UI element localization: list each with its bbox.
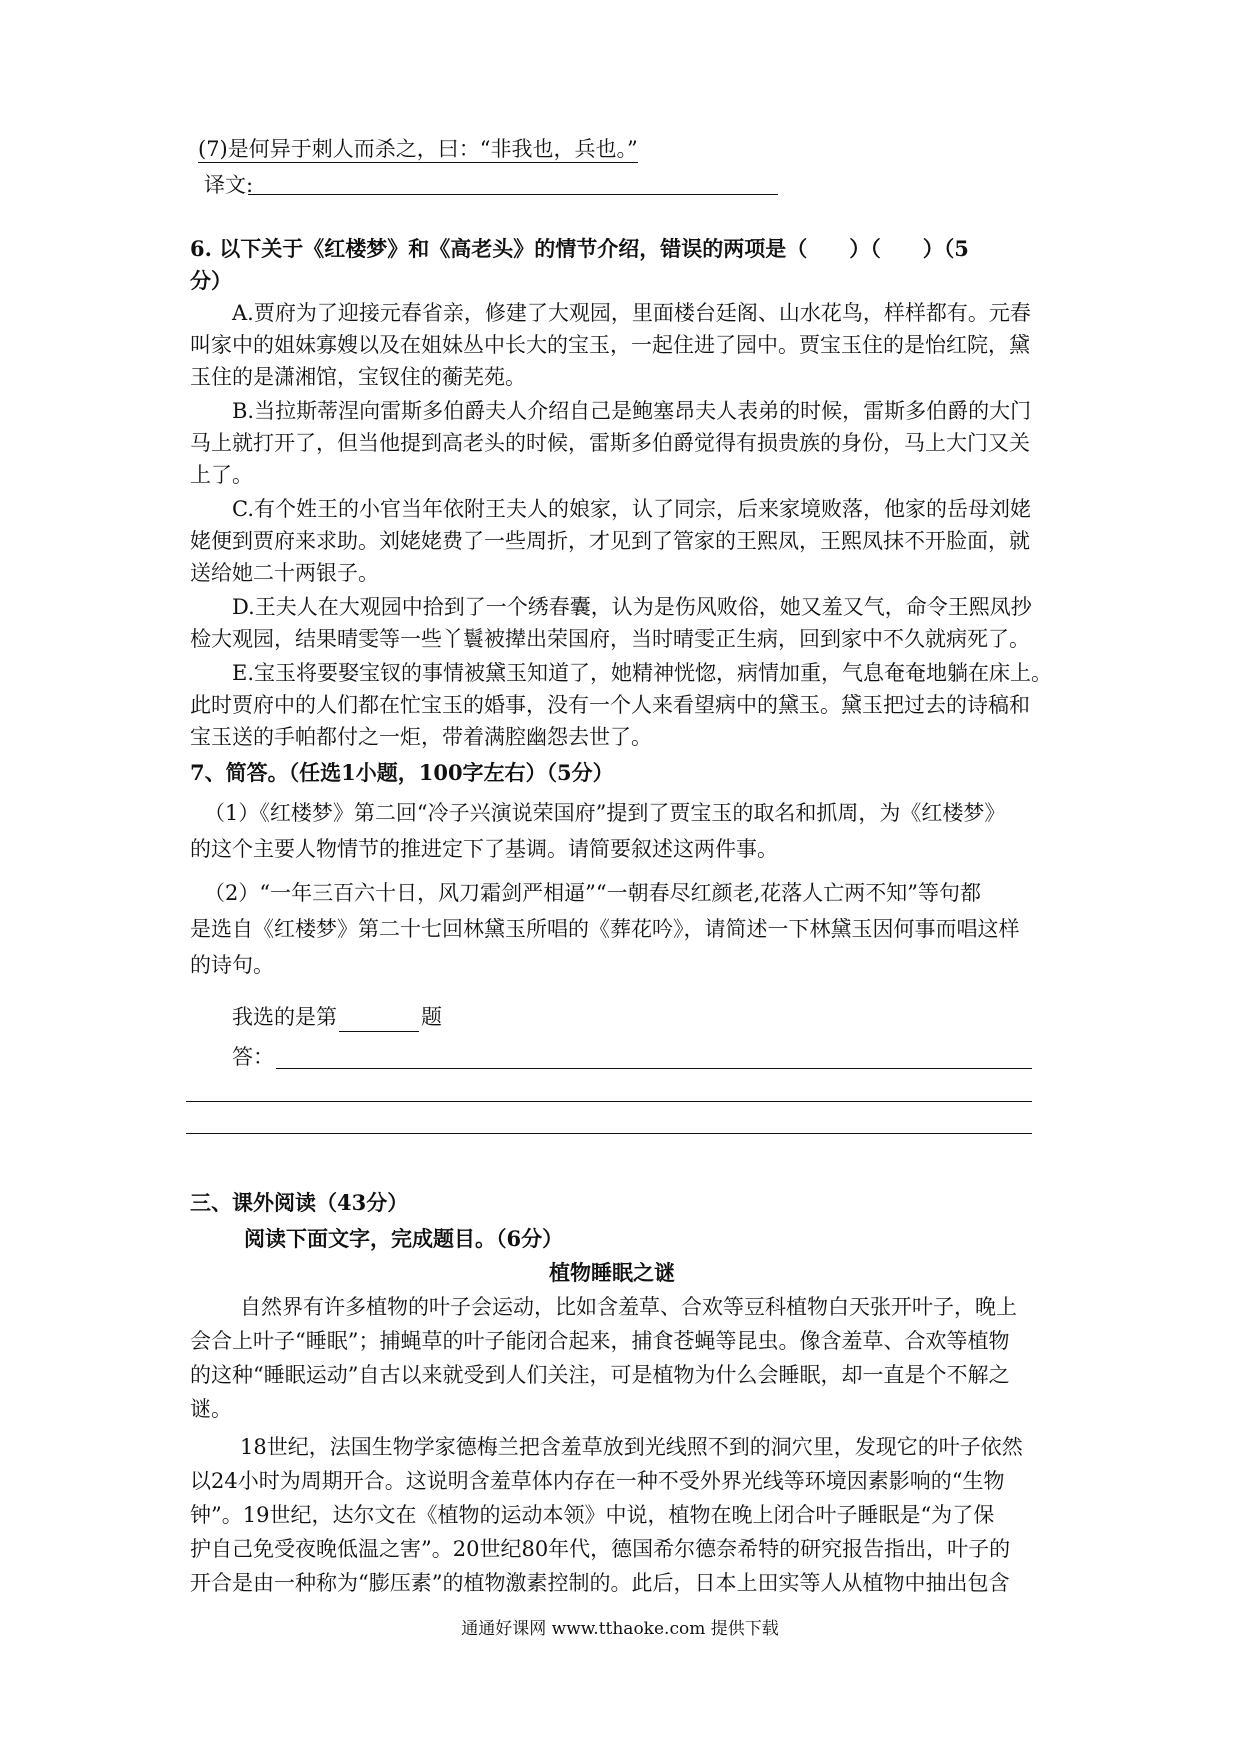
answer-line-3[interactable] [186, 1133, 1032, 1134]
translation-answer-line[interactable] [248, 194, 778, 195]
q7-item-2-line-3: 的诗句。 [190, 953, 274, 977]
classical-sentence: (7)是何异于刺人而杀之，曰：“非我也，兵也。” [198, 137, 638, 161]
article-para-1-line-2: 会合上叶子“睡眠”；捕蝇草的叶子能闭合起来，捕食苍蝇等昆虫。像含羞草、合欢等植物 [190, 1329, 1010, 1353]
article-para-1-line-3: 的这种“睡眠运动”自古以来就受到人们关注，可是植物为什么会睡眠，却一直是个不解之 [190, 1363, 1010, 1387]
q7-item-2-line-2: 是选自《红楼梦》第二十七回林黛玉所唱的《葬花吟》，请简述一下林黛玉因何事而唱这样 [190, 917, 1020, 941]
option-b-line-3: 上了。 [190, 463, 253, 487]
article-para-2-line-4: 护自己免受夜晚低温之害”。20世纪80年代，德国希尔德奈希特的研究报告指出，叶子的 [190, 1537, 1011, 1561]
article-para-1-line-4: 谜。 [190, 1397, 232, 1421]
option-b-line-1: B.当拉斯蒂涅向雷斯多伯爵夫人介绍自己是鲍塞昂夫人表弟的时候，雷斯多伯爵的大门 [232, 399, 1032, 423]
option-a-line-1: A.贾府为了迎接元春省亲，修建了大观园，里面楼台廷阁、山水花鸟，样样都有。元春 [232, 301, 1031, 325]
option-d-line-2: 检大观园，结果晴雯等一些丫鬟被撵出荣国府，当时晴雯正生病，回到家中不久就病死了。 [190, 627, 1030, 651]
page-footer: 通通好课网 www.tthaoke.com 提供下载 [461, 1619, 779, 1639]
reading-instruction: 阅读下面文字，完成题目。（6分） [244, 1226, 564, 1251]
article-para-1-line-1: 自然界有许多植物的叶子会运动，比如含羞草、合欢等豆科植物白天张开叶子，晚上 [240, 1295, 1017, 1319]
answer-label: 答： [232, 1045, 274, 1069]
question-6-stem [190, 234, 969, 264]
option-a-line-3: 玉住的是潇湘馆，宝钗住的蘅芜苑。 [190, 365, 526, 389]
option-c-line-1: C.有个姓王的小官当年依附王夫人的娘家，认了同宗，后来家境败落，他家的岳母刘姥 [232, 497, 1031, 521]
article-para-2-line-1: 18世纪，法国生物学家德梅兰把含羞草放到光线照不到的洞穴里，发现它的叶子依然 [240, 1435, 1023, 1459]
article-para-2-line-2: 以24小时为周期开合。这说明含羞草体内存在一种不受外界光线等环境因素影响的“生物 [190, 1469, 1005, 1493]
question-7-stem: 7、简答。（任选1小题，100字左右）（5分） [190, 760, 614, 785]
choice-prefix: 我选的是第 [232, 1005, 337, 1029]
option-b-line-2: 马上就打开了，但当他提到高老头的时候，雷斯多伯爵觉得有损贵族的身份，马上大门又关 [190, 431, 1030, 455]
option-a-line-2: 叫家中的姐妹寡嫂以及在姐妹丛中长大的宝玉，一起住进了园中。贾宝玉住的是怡红院，黛 [190, 333, 1030, 357]
option-c-line-2: 姥便到贾府来求助。刘姥姥费了一些周折，才见到了管家的王熙凤，王熙凤抹不开脸面，就 [190, 529, 1030, 553]
article-title [0, 1258, 1240, 1288]
article-para-2-line-3: 钟”。19世纪，达尔文在《植物的运动本领》中说，植物在晚上闭合叶子睡眠是“为了保 [190, 1503, 995, 1527]
option-e-line-3: 宝玉送的手帕都付之一炬，带着满腔幽怨去世了。 [190, 725, 652, 749]
question-6-score-unit: 分） [190, 268, 232, 293]
question-6-stem-mid: ）（ [849, 236, 881, 261]
option-e-line-1: E.宝玉将要娶宝钗的事情被黛玉知道了，她精神恍惚，病情加重，气息奄奄地躺在床上。 [232, 661, 1053, 685]
q7-item-1-line-2: 的这个主要人物情节的推进定下了基调。请简要叙述这两件事。 [190, 837, 778, 861]
answer-line-2[interactable] [186, 1101, 1032, 1102]
option-c-line-3: 送给她二十两银子。 [190, 561, 379, 585]
question-6-stem-text: 6. 以下关于《红楼梦》和《高老头》的情节介绍，错误的两项是（ [190, 236, 808, 261]
choice-number-blank[interactable] [339, 1009, 419, 1032]
question-6-score: ）（5 [922, 236, 969, 261]
q7-item-1-line-1: （1）《红楼梦》第二回“冷子兴演说荣国府”提到了贾宝玉的取名和抓周，为《红楼梦》 [204, 801, 1006, 825]
option-e-line-2: 此时贾府中的人们都在忙宝玉的婚事，没有一个人来看望病中的黛玉。黛玉把过去的诗稿和 [190, 693, 1030, 717]
choice-line [232, 1002, 442, 1032]
option-d-line-1: D.王夫人在大观园中拾到了一个绣春囊，认为是伤风败俗，她又羞又气，命令王熙凤抄 [232, 595, 1032, 619]
answer-line-1[interactable] [276, 1068, 1032, 1069]
q7-item-2-line-1: （2）“一年三百六十日，风刀霜剑严相逼”“一朝春尽红颜老,花落人亡两不知”等句都 [204, 881, 981, 905]
translation-label: 译文: [204, 173, 254, 197]
article-para-2-line-5: 开合是由一种称为“膨压素”的植物激素控制的。此后，日本上田实等人从植物中抽出包含 [190, 1571, 1010, 1595]
choice-suffix: 题 [421, 1005, 442, 1029]
question-5-item-7 [198, 134, 638, 164]
section-3-heading: 三、课外阅读（43分） [190, 1190, 409, 1215]
article-title-text: 植物睡眠之谜 [549, 1260, 675, 1285]
